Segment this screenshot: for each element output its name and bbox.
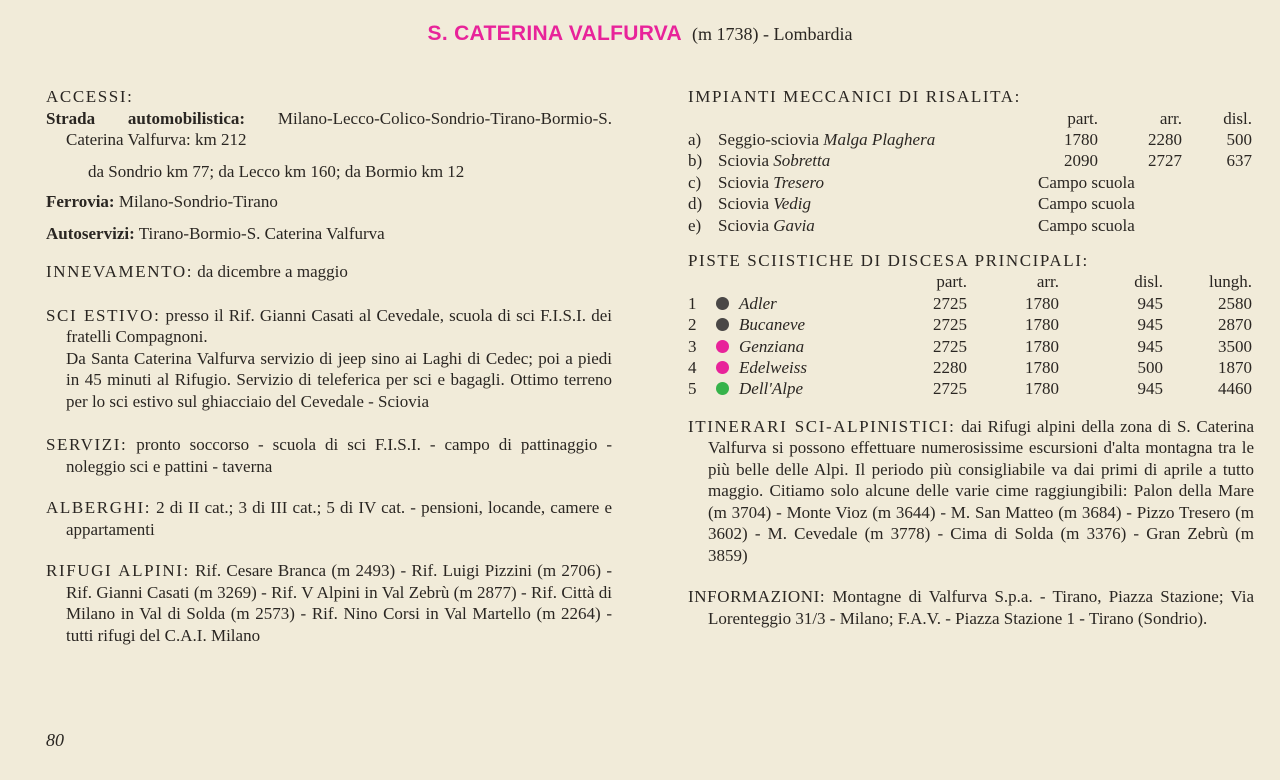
piste-disl: 945	[1137, 336, 1163, 356]
row-index: c)	[688, 172, 702, 192]
accessi-strada	[46, 108, 612, 151]
piste-lungh: 1870	[1218, 358, 1252, 378]
alberghi-text: 2 di II cat.; 3 di III cat.; 5 di IV cat. - pensioni, locande, camere e appartamenti	[66, 498, 612, 539]
row-index: b)	[688, 151, 703, 171]
lift-part: 2090	[1064, 151, 1098, 171]
lift-name	[718, 215, 1018, 236]
right-column	[688, 84, 1254, 629]
difficulty-dot-icon	[716, 318, 729, 331]
lift-type: Sciovia	[718, 172, 769, 192]
piste-heading: PISTE SCIISTICHE DI DISCESA PRINCIPALI:	[688, 250, 1089, 270]
lift-note: Campo scuola	[1038, 172, 1135, 192]
lift-type: Sciovia	[718, 194, 769, 214]
table-row	[688, 336, 1252, 357]
lift-note: Campo scuola	[1038, 194, 1135, 214]
piste-label: Genziana	[739, 336, 805, 356]
piste-col-header: arr.	[1036, 272, 1059, 292]
piste-arr: 1780	[1025, 336, 1059, 356]
piste-label: Adler	[739, 293, 777, 313]
strada-label: Strada automobilistica:	[46, 108, 246, 128]
section-informazioni	[688, 586, 1254, 629]
innevamento-heading: INNEVAMENTO:	[46, 262, 194, 281]
lift-name	[718, 193, 1018, 214]
piste-arr: 1780	[1025, 358, 1059, 378]
impianti-table-body	[688, 108, 1252, 236]
impianti-col-header: arr.	[1159, 108, 1182, 128]
ferrovia-text: Milano-Sondrio-Tirano	[114, 192, 278, 211]
alberghi-heading: ALBERGHI:	[46, 498, 152, 517]
piste-part: 2725	[933, 336, 967, 356]
piste-part: 2725	[933, 293, 967, 313]
row-index: 5	[688, 379, 697, 399]
section-itinerari	[688, 416, 1254, 567]
section-innevamento	[46, 261, 612, 283]
sci-estivo-text2: Da Santa Caterina Valfurva servizio di jeep sino ai Laghi di Cedec; poi a piedi in 45 minuti al Rifugio. Servizio di teleferica per sci e bagagli. Ottimo terreno per lo sci estivo sul ghiacciaio del Cevedale - Sciovia	[66, 348, 612, 411]
piste-col-header: lungh.	[1209, 272, 1252, 292]
page-number: 80	[46, 730, 64, 750]
table-row	[688, 357, 1252, 378]
rifugi-heading: RIFUGI ALPINI:	[46, 561, 190, 580]
autoservizi-text: Tirano-Bormio-S. Caterina Valfurva	[134, 223, 385, 243]
section-servizi	[46, 434, 612, 477]
impianti-table	[688, 108, 1252, 236]
lift-disl: 637	[1226, 151, 1252, 171]
table-row	[688, 314, 1252, 335]
sci-estivo-heading: SCI ESTIVO:	[46, 305, 161, 325]
piste-disl: 945	[1137, 315, 1163, 335]
strada-text: Milano-Lecco-Colico-Sondrio-Tirano-Bormio-S. Caterina Valfurva: km 212	[66, 108, 612, 149]
piste-arr: 1780	[1025, 293, 1059, 313]
informazioni-heading: INFORMAZIONI:	[688, 587, 826, 607]
piste-disl: 945	[1137, 293, 1163, 313]
page-title: S. CATERINA VALFURVA	[427, 22, 683, 45]
page-header	[0, 22, 1280, 46]
piste-lungh: 3500	[1218, 336, 1252, 356]
piste-label: Bucaneve	[739, 315, 806, 335]
piste-label: Edelweiss	[739, 358, 807, 378]
section-alberghi	[46, 497, 612, 540]
difficulty-dot-icon	[716, 340, 729, 353]
autoservizi-label: Autoservizi:	[46, 223, 135, 243]
row-index: 1	[688, 293, 697, 313]
lift-part: 1780	[1064, 129, 1098, 149]
table-row	[688, 293, 1252, 314]
difficulty-dot-icon	[716, 382, 729, 395]
accessi-ferrovia	[46, 191, 612, 213]
section-rifugi	[46, 560, 612, 646]
accessi-heading: ACCESSI:	[46, 87, 134, 106]
table-row	[688, 215, 1252, 236]
lift-name	[718, 172, 1018, 193]
piste-arr: 1780	[1025, 315, 1059, 335]
page-subtitle: (m 1738) - Lombardia	[692, 24, 853, 44]
table-row	[688, 129, 1252, 150]
lift-disl: 500	[1226, 129, 1252, 149]
lift-type: Seggio-sciovia	[718, 129, 820, 149]
section-sci-estivo	[46, 305, 612, 413]
impianti-header-row	[688, 108, 1252, 129]
piste-arr: 1780	[1025, 379, 1059, 399]
piste-name	[708, 378, 918, 399]
row-index: a)	[688, 129, 702, 149]
row-index: 2	[688, 315, 697, 335]
servizi-heading: SERVIZI:	[46, 435, 128, 454]
piste-part: 2725	[933, 379, 967, 399]
table-row	[688, 150, 1252, 171]
piste-name	[708, 314, 918, 335]
lift-label: Vedig	[773, 194, 812, 214]
left-column	[46, 84, 612, 646]
lift-label: Gavia	[773, 215, 815, 235]
section-impianti	[688, 86, 1254, 236]
row-index: 4	[688, 358, 697, 378]
piste-name	[708, 293, 918, 314]
table-row	[688, 193, 1252, 214]
informazioni-text: Montagne di Valfurva S.p.a. - Tirano, Piazza Stazione; Via Lorenteggio 31/3 - Milano; F.A.V. - Piazza Stazione 1 - Tirano (Sondrio).	[708, 587, 1254, 628]
piste-lungh: 4460	[1218, 379, 1252, 399]
row-index: d)	[688, 194, 703, 214]
piste-disl: 945	[1137, 379, 1163, 399]
section-piste	[688, 250, 1254, 400]
piste-name	[708, 336, 918, 357]
sci-estivo-text1: presso il Rif. Gianni Casati al Cevedale, scuola di sci F.I.S.I. dei fratelli Compagnoni.	[66, 305, 612, 346]
piste-part: 2280	[933, 358, 967, 378]
piste-header-row	[688, 271, 1252, 292]
piste-name	[708, 357, 918, 378]
servizi-text: pronto soccorso - scuola di sci F.I.S.I. - campo di pattinaggio - noleggio sci e pattini - taverna	[66, 435, 612, 476]
rifugi-text: Rif. Cesare Branca (m 2493) - Rif. Luigi Pizzini (m 2706) - Rif. Gianni Casati (m 3269) - Rif. V Alpini in Val Zebrù (m 2877) - Rif. Città di Milano in Val di Solda (m 2573) - Rif. Nino Corsi in Val Martello (m 2264) - tutti rifugi del C.A.I. Milano	[66, 561, 612, 645]
lift-type: Sciovia	[718, 151, 769, 171]
sci-estivo-intro	[46, 305, 612, 348]
impianti-heading: IMPIANTI MECCANICI DI RISALITA:	[688, 87, 1021, 106]
difficulty-dot-icon	[716, 361, 729, 374]
lift-arr: 2727	[1148, 151, 1182, 171]
piste-disl: 500	[1137, 358, 1163, 378]
accessi-distanze: da Sondrio km 77; da Lecco km 160; da Bormio km 12	[88, 161, 465, 181]
piste-col-header: part.	[936, 272, 967, 292]
impianti-col-header: disl.	[1223, 108, 1252, 128]
piste-part: 2725	[933, 315, 967, 335]
lift-note: Campo scuola	[1038, 215, 1135, 235]
piste-lungh: 2870	[1218, 315, 1252, 335]
lift-label: Malga Plaghera	[823, 129, 936, 149]
lift-arr: 2280	[1148, 129, 1182, 149]
table-row	[688, 378, 1252, 399]
difficulty-dot-icon	[716, 297, 729, 310]
piste-table	[688, 271, 1252, 399]
lift-name	[718, 129, 1018, 150]
lift-type: Sciovia	[718, 215, 769, 235]
row-index: e)	[688, 215, 702, 235]
accessi-autoservizi	[46, 223, 612, 245]
lift-label: Tresero	[773, 172, 824, 192]
lift-name	[718, 150, 1018, 171]
itinerari-heading: ITINERARI SCI-ALPINISTICI:	[688, 416, 956, 436]
table-row	[688, 172, 1252, 193]
impianti-col-header: part.	[1067, 108, 1098, 128]
piste-lungh: 2580	[1218, 293, 1252, 313]
piste-table-body	[688, 271, 1252, 399]
piste-col-header: disl.	[1134, 272, 1163, 292]
lift-label: Sobretta	[773, 151, 831, 171]
section-accessi	[46, 86, 612, 244]
innevamento-text: da dicembre a maggio	[193, 262, 348, 281]
row-index: 3	[688, 336, 697, 356]
itinerari-text: dai Rifugi alpini della zona di S. Caterina Valfurva si possono effettuare numerosissime escursioni d'alta montagna tra le più belle delle Alpi. Il periodo più consigliabile va dai primi di aprile a tutto maggio. Citiamo solo alcune delle varie cime raggiungibili: Palon della Mare (m 3704) - Monte Vioz (m 3644) - M. San Matteo (m 3684) - Pizzo Tresero (m 3602) - M. Cevedale (m 3778) - Cima di Solda (m 3376) - Gran Zebrù (m 3859)	[708, 416, 1254, 565]
piste-label: Dell'Alpe	[739, 379, 804, 399]
ferrovia-label: Ferrovia:	[46, 192, 115, 211]
